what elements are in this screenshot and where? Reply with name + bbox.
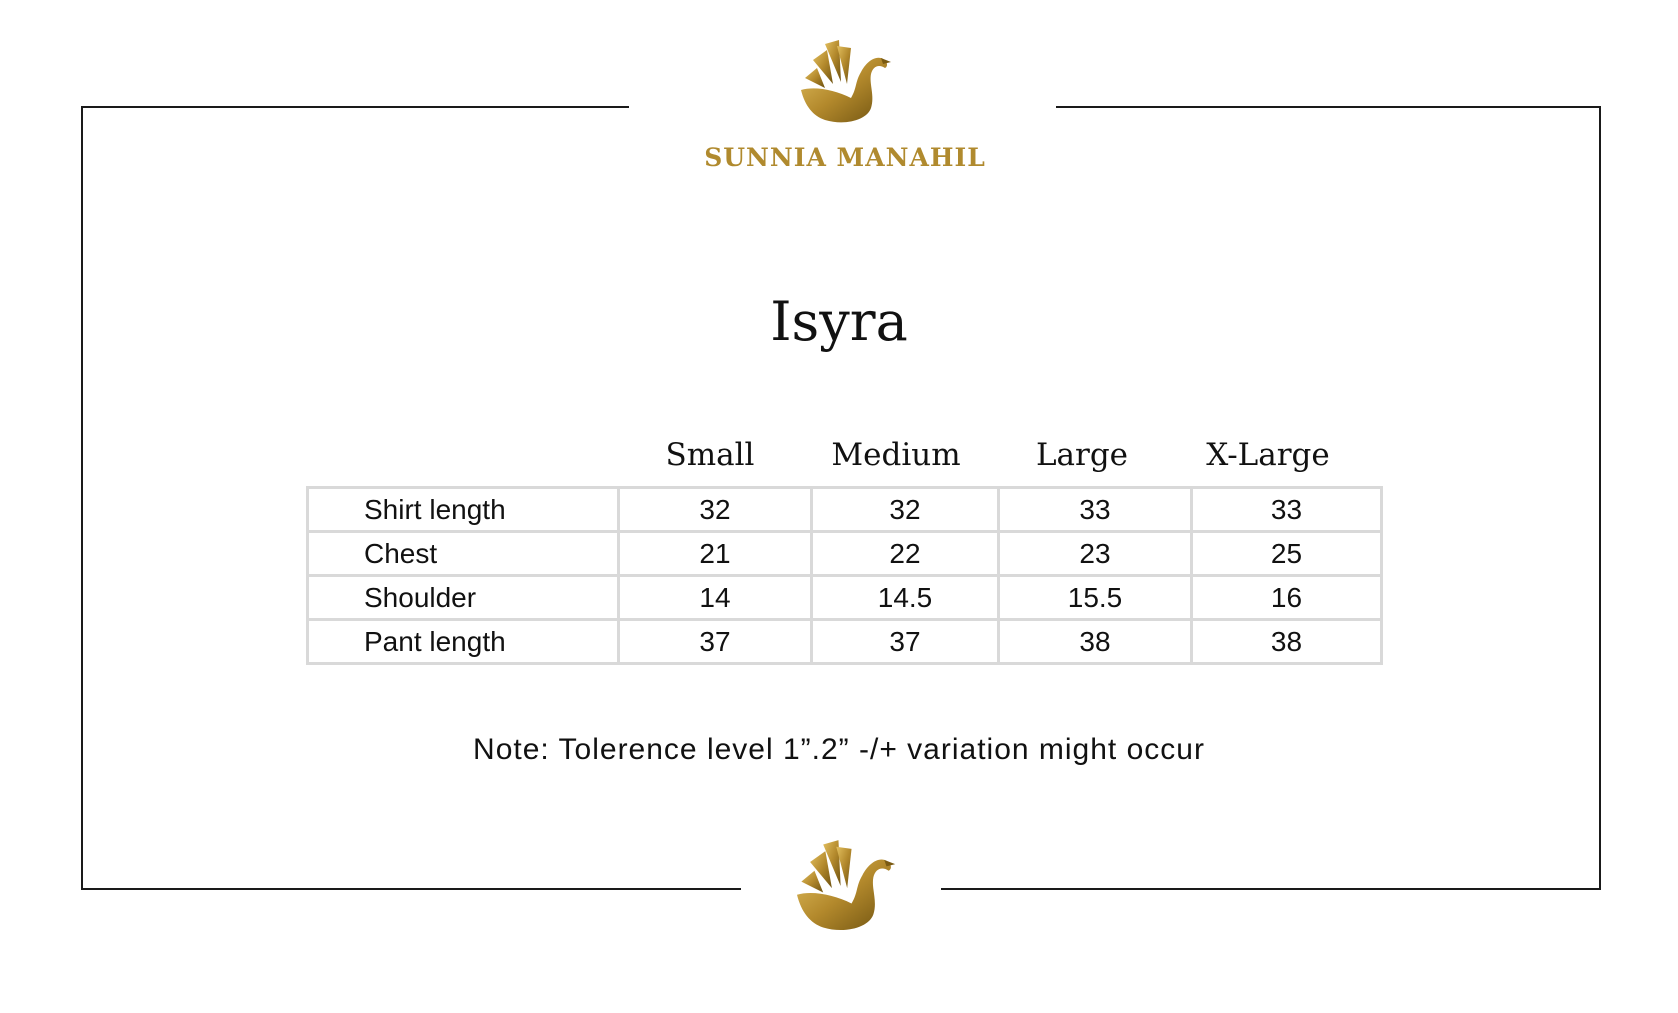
- table-cell: 38: [1192, 620, 1382, 664]
- row-label: Shoulder: [308, 576, 619, 620]
- row-label: Chest: [308, 532, 619, 576]
- table-cell: 37: [619, 620, 812, 664]
- tolerance-note: Note: Tolerence level 1”.2” -/+ variation might occur: [473, 733, 1205, 766]
- frame-bottom-right-line: [941, 888, 1601, 890]
- column-header-x-large: X-Large: [1206, 437, 1330, 473]
- table-row: [308, 532, 1382, 576]
- table-cell: 38: [999, 620, 1192, 664]
- frame-top-left-line: [81, 106, 629, 108]
- table-cell: 37: [812, 620, 999, 664]
- golden-swan-icon: [795, 38, 895, 126]
- row-label: Pant length: [308, 620, 619, 664]
- table-cell: 14: [619, 576, 812, 620]
- table-cell: 33: [999, 488, 1192, 532]
- row-label: Shirt length: [308, 488, 619, 532]
- table-cell: 32: [812, 488, 999, 532]
- table-cell: 15.5: [999, 576, 1192, 620]
- size-chart-table: [306, 486, 1383, 665]
- frame-top-right-line: [1056, 106, 1601, 108]
- table-cell: 21: [619, 532, 812, 576]
- brand-name: SUNNIA MANAHIL: [704, 143, 986, 172]
- table-cell: 22: [812, 532, 999, 576]
- table-cell: 16: [1192, 576, 1382, 620]
- table-cell: 14.5: [812, 576, 999, 620]
- table-cell: 25: [1192, 532, 1382, 576]
- frame-right-line: [1599, 106, 1601, 890]
- column-header-large: Large: [1035, 437, 1129, 473]
- product-title: Isyra: [770, 290, 908, 353]
- frame-left-line: [81, 106, 83, 890]
- table-cell: 32: [619, 488, 812, 532]
- column-header-medium: Medium: [831, 437, 961, 473]
- column-header-small: Small: [665, 437, 755, 473]
- table-cell: 23: [999, 532, 1192, 576]
- table-row: [308, 620, 1382, 664]
- frame-bottom-left-line: [81, 888, 741, 890]
- table-row: [308, 576, 1382, 620]
- golden-swan-icon: [790, 838, 900, 934]
- table-cell: 33: [1192, 488, 1382, 532]
- table-row: [308, 488, 1382, 532]
